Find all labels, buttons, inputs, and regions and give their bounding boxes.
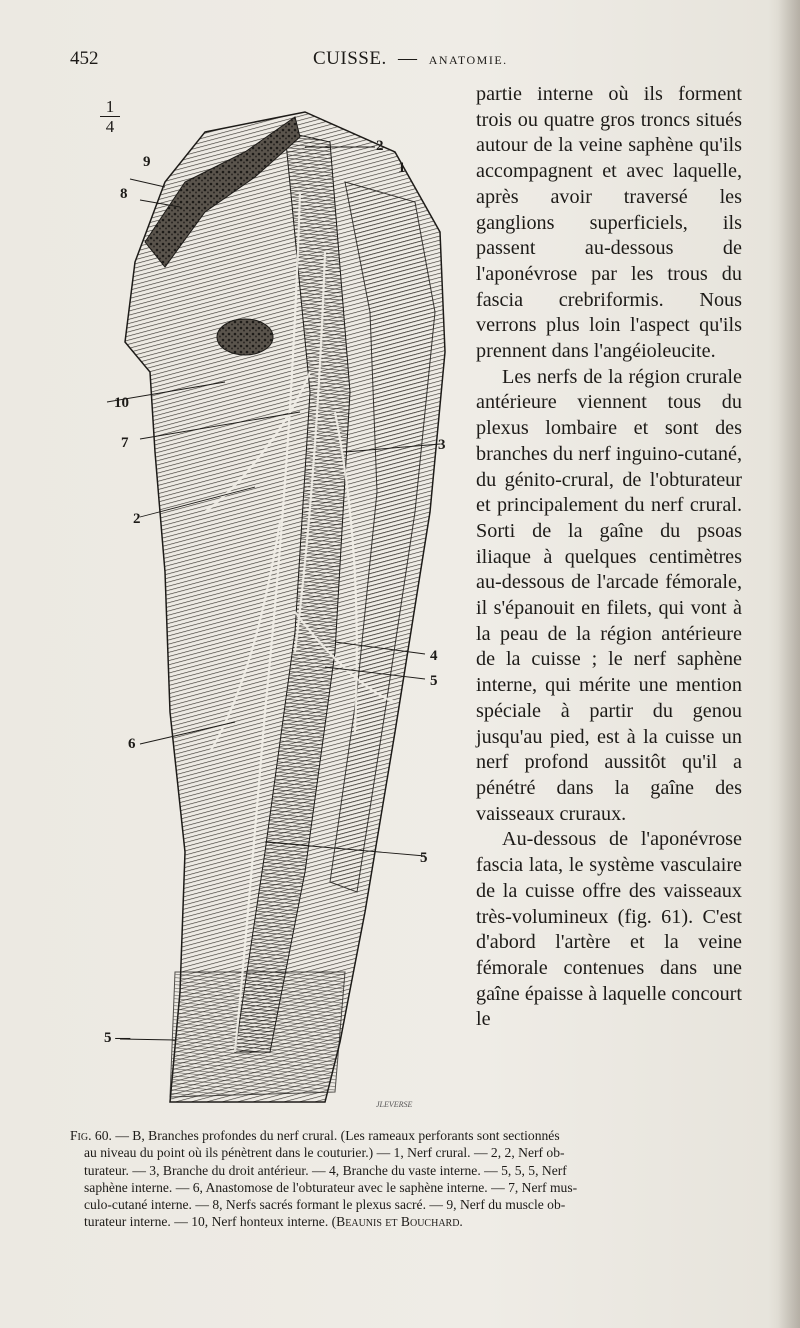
running-title (313, 48, 508, 70)
figure-label-10: 10 (114, 395, 129, 411)
figure-label-8: 8 (120, 186, 128, 202)
body-paragraph-1: partie interne où ils forment trois ou quatre gros troncs situés autour de la veine saphène qu'ils accompagnent et avec laquelle, après avoir traversé les ganglions superficiels, ils passent au-dessous de l'aponévrose par les trous du fascia crebriformis. Nous verrons plus loin l'aspect qu'ils prennent dans l'angéioleucite. (476, 83, 742, 363)
figure-label-9: 9 (143, 154, 151, 170)
running-title-separator: — (397, 48, 418, 69)
caption-line-6 (70, 1213, 742, 1230)
caption-line-3: turateur. — 3, Branche du droit antérieur. — 4, Branche du vaste interne. — 5, 5, 5, Nerf (84, 1162, 567, 1178)
anatomical-engraving (95, 92, 470, 1122)
body-paragraph-2: Les nerfs de la région crurale antérieure viennent tous du plexus lombaire et sont des branches du nerf inguino-cutané, du génito-crural, de l'obturateur et principalement du nerf crural. Sorti de la gaîne du psoas iliaque à quelques centimètres au-dessous de l'arcade fémorale, il s'épanouit en filets, qui vont à la peau de la région antérieure de la cuisse ; le nerf saphène interne, qui mérite une mention spéciale à partir du genou jusqu'au pied, est à la cuisse un nerf profond aussitôt qu'il a pénétré dans la gaîne des vaisseaux cruraux. (476, 365, 742, 825)
body-paragraph-3: Au-dessous de l'aponévrose fascia lata, le système vasculaire de la cuisse offre des vaisseaux très-volumineux (fig. 61). C'est d'abord l'artère et la veine fémorale contenues dans une gaîne épaisse à laquelle concourt le (476, 828, 742, 1031)
figure-label-4: 4 (430, 648, 438, 664)
running-title-main: CUISSE. (313, 48, 387, 69)
knee-region (170, 972, 345, 1097)
figure-label-1: 1 (398, 160, 406, 176)
running-header (70, 48, 750, 72)
page-spine-shadow (778, 0, 800, 1328)
scale-numerator: 1 (105, 97, 115, 116)
caption-line-1-text: — B, Branches profondes du nerf crural. (Les rameaux perforants sont sectionnés (115, 1128, 560, 1143)
figure-label-7: 7 (121, 435, 129, 451)
figure-label-6: 6 (128, 736, 136, 752)
figure-label-5a: 5 (430, 673, 438, 689)
caption-figure-label: Fig. 60. (70, 1128, 112, 1143)
caption-line-5: culo-cutané interne. — 8, Nerfs sacrés formant le plexus sacré. — 9, Nerf du muscle ob- (84, 1197, 566, 1213)
body-text-column (476, 82, 742, 1033)
pubis-section (217, 319, 273, 355)
caption-line-2: au niveau du point où ils pénètrent dans le couturier.) — 1, Nerf crural. — 2, 2, Nerf ob- (84, 1145, 565, 1161)
figure-label-5c: 5 — (104, 1030, 131, 1046)
figure-label-2-top: 2 (376, 138, 384, 154)
running-title-subtitle: ANATOMIE. (428, 53, 508, 67)
caption-line-4: saphène interne. — 6, Anastomose de l'obturateur avec le saphène interne. — 7, Nerf mus- (84, 1179, 578, 1195)
figure-label-5b: 5 (420, 850, 428, 866)
caption-line-1 (70, 1127, 742, 1144)
figure-label-2-mid: 2 (133, 511, 141, 527)
caption-attribution: (Beaunis et Bouchard. (331, 1214, 463, 1230)
caption-line-6-text: turateur interne. — 10, Nerf honteux interne. (84, 1214, 329, 1230)
engraver-signature: JLEVERSE (376, 1100, 413, 1109)
page-number: 452 (70, 48, 99, 69)
scale-denominator: 4 (105, 117, 115, 136)
figure-caption (70, 1127, 742, 1231)
figure-label-3: 3 (438, 437, 446, 453)
